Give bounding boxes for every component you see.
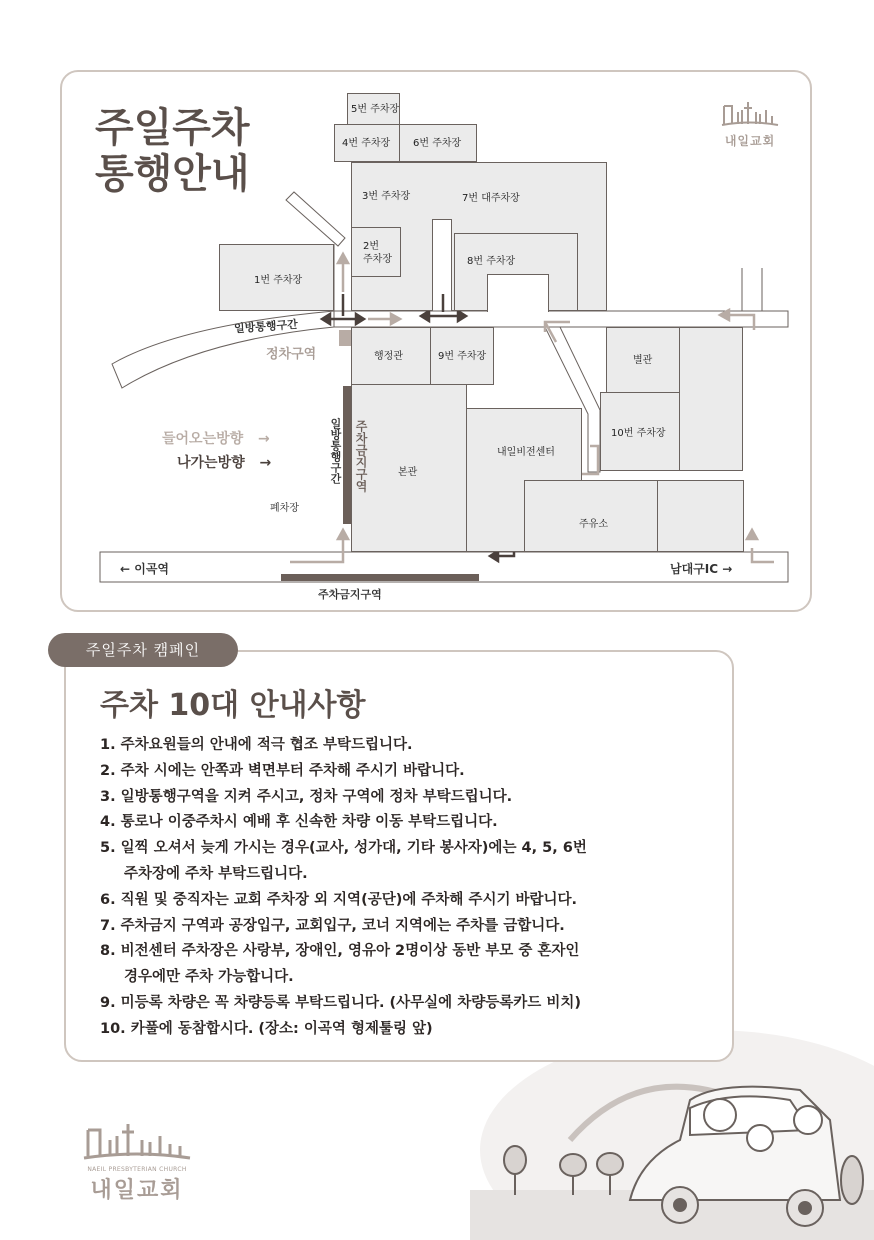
annex-label: 별관 <box>633 355 653 366</box>
stop-zone-label: 정차구역 <box>266 347 317 362</box>
lot-8-label: 8번 주차장 <box>467 256 516 267</box>
lot-annex-right <box>679 327 743 471</box>
lot-9 <box>430 327 494 385</box>
lot-1 <box>219 244 334 311</box>
rule-item: 5. 일찍 오셔서 늦게 가시는 경우(교사, 성가대, 기타 봉사자)에는 4, 5, 6번 주차장에 주차 부탁드립니다. <box>100 840 587 882</box>
lot-2 <box>351 227 401 277</box>
legend-incoming <box>162 428 270 448</box>
church-logo-footer <box>82 1120 192 1220</box>
logo-small-text: 내일교회 <box>724 134 776 148</box>
rule-item: 9. 미등록 차량은 꼭 차량등록 부탁드립니다. (사무실에 차량등록카드 비치) <box>100 994 581 1011</box>
rule-item: 1. 주차요원들의 안내에 적극 협조 부탁드립니다. <box>100 737 413 753</box>
rules-list <box>100 733 700 1043</box>
lot-5 <box>347 93 400 125</box>
oneway-horizontal-label: 일방통행구간 <box>233 317 299 336</box>
lot-3-label: 3번 주차장 <box>362 191 411 202</box>
no-parking-bottom-label: 주차금지구역 <box>318 588 382 601</box>
lot-bottom-right <box>657 480 744 552</box>
lot-5-label: 5번 주차장 <box>351 104 400 115</box>
building-annex <box>606 327 680 393</box>
legend-outgoing-arrow-icon: → <box>259 455 272 471</box>
legend-outgoing <box>177 452 271 472</box>
gas-station <box>524 480 658 552</box>
campaign-tab: 주일주차 캠페인 <box>48 633 238 667</box>
church-name-ko: 내일교회 <box>90 1178 184 1203</box>
notice-heading: 주차 10대 안내사항 <box>100 688 366 723</box>
lot-8-gap <box>487 274 549 312</box>
lot-2-label-a: 2번 <box>363 241 380 252</box>
admin-label: 행정관 <box>374 351 403 362</box>
lot-2-label-b: 주차장 <box>363 254 392 265</box>
gas-station-label: 주유소 <box>579 519 608 530</box>
namdaegu-ic-label: 남대구IC → <box>670 562 733 576</box>
lot-6 <box>399 124 477 162</box>
lot-10 <box>600 392 680 471</box>
oneway-vertical-label: 일방통행구간 <box>329 418 342 484</box>
legend-incoming-arrow-icon: → <box>258 431 270 447</box>
rule-item: 7. 주차금지 구역과 공장입구, 교회입구, 코너 지역에는 주차를 금합니다. <box>100 917 565 934</box>
main-hall-label: 본관 <box>398 467 418 478</box>
closed-lot-label: 폐차장 <box>270 503 299 514</box>
lot-1-label: 1번 주차장 <box>254 275 303 286</box>
rule-item: 2. 주차 시에는 안쪽과 벽면부터 주차해 주시기 바랍니다. <box>100 762 465 779</box>
legend-incoming-label: 들어오는방향 <box>162 431 244 447</box>
lot-8 <box>454 233 578 311</box>
lot-3-7 <box>351 162 607 220</box>
rule-item: 10. 카풀에 동참합시다. (장소: 이곡역 형제툴링 앞) <box>100 1020 433 1037</box>
map-title-line2: 통행안내 <box>95 151 250 197</box>
carpool-car-illustration <box>490 1060 874 1240</box>
church-skyline-icon <box>82 1120 192 1160</box>
church-name-en: NAEIL PRESBYTERIAN CHURCH <box>87 1166 187 1173</box>
rule-item: 8. 비전센터 주차장은 사랑부, 장애인, 영유아 2명이상 동반 부모 중 혼자인 경우에만 주차 가능합니다. <box>100 943 580 986</box>
lot-4-label: 4번 주차장 <box>342 138 391 149</box>
lot-9-label: 9번 주차장 <box>438 351 487 362</box>
igok-station-label: ← 이곡역 <box>120 562 170 576</box>
lot-6-label: 6번 주차장 <box>413 138 462 149</box>
building-admin <box>351 327 431 385</box>
lot-10-label: 10번 주차장 <box>611 428 666 439</box>
legend-outgoing-label: 나가는방향 <box>177 455 245 471</box>
lot-7-label: 7번 대주차장 <box>462 193 520 204</box>
map-title-line1: 주일주차 <box>95 105 250 151</box>
rule-item: 4. 통로나 이중주차시 예배 후 신속한 차량 이동 부탁드립니다. <box>100 814 498 831</box>
lot-4 <box>334 124 400 162</box>
rule-item: 3. 일방통행구역을 지켜 주시고, 정차 구역에 정차 부탁드립니다. <box>100 788 513 805</box>
vision-center-label: 내일비전센터 <box>497 447 555 458</box>
no-parking-vertical-label: 주차금지구역 <box>354 420 368 492</box>
rule-item: 6. 직원 및 중직자는 교회 주차장 외 지역(공단)에 주차해 주시기 바랍니다. <box>100 891 578 908</box>
